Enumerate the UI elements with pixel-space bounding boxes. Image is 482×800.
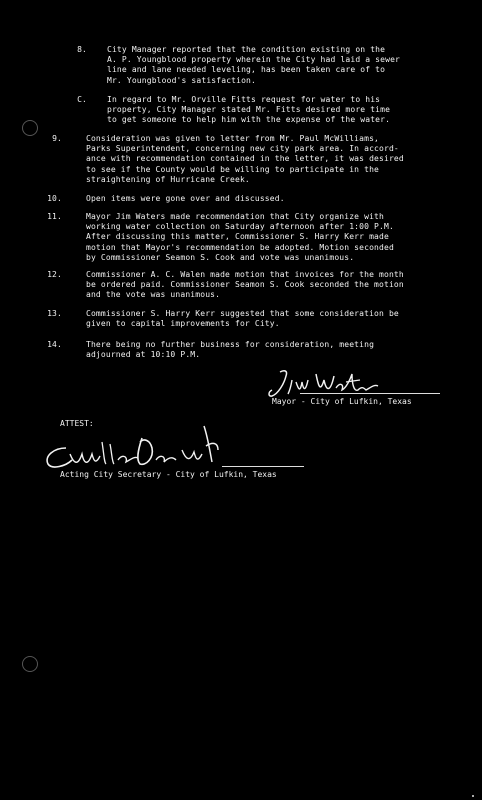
item-number: 8. <box>77 45 87 54</box>
scan-speck <box>472 795 474 797</box>
minutes-item <box>40 194 470 206</box>
punch-hole <box>22 656 38 672</box>
item-number: 10. <box>47 194 62 203</box>
minutes-item <box>40 340 470 364</box>
minutes-item <box>65 45 465 89</box>
secretary-signature-line <box>222 466 304 467</box>
item-text: Open items were gone over and discussed. <box>86 194 285 203</box>
item-number: 13. <box>47 309 62 318</box>
secretary-caption: Acting City Secretary - City of Lufkin, Texas <box>60 470 277 479</box>
minutes-item <box>65 95 465 129</box>
item-number: 14. <box>47 340 62 349</box>
item-text: Commissioner A. C. Walen made motion that invoices for the month be ordered paid. Commissioner Seamon S. Cook seconded the motion and the vote was unanimous. <box>86 270 404 300</box>
item-number: 11. <box>47 212 62 221</box>
item-number: 12. <box>47 270 62 279</box>
item-number: C. <box>77 95 87 104</box>
minutes-item <box>40 212 470 266</box>
item-text: In regard to Mr. Orville Fitts request for water to his property, City Manager stated Mr. Fitts desired more time to get someone to help him with the expense of the water. <box>107 95 391 125</box>
item-text: Consideration was given to letter from Mr. Paul McWilliams, Parks Superintendent, concerning new city park area. In accord- ance with recommendation contained in the letter, it was desired to see if the County would be willing to participate in the straightening of Hurricane Creek. <box>86 134 404 184</box>
item-text: City Manager reported that the condition existing on the A. P. Youngblood property wherein the City had laid a sewer line and lane needed leveling, has been taken care of to Mr. Youngblood's satisfaction. <box>107 45 401 85</box>
item-text: There being no further business for consideration, meeting adjourned at 10:10 P.M. <box>86 340 375 360</box>
punch-hole <box>22 120 38 136</box>
minutes-item <box>40 134 470 188</box>
mayor-signature-line <box>300 393 440 394</box>
item-text: Commissioner S. Harry Kerr suggested that some consideration be given to capital improvements for City. <box>86 309 399 329</box>
mayor-caption: Mayor - City of Lufkin, Texas <box>272 397 412 406</box>
minutes-item <box>40 270 470 304</box>
minutes-item <box>40 309 470 333</box>
item-number: 9. <box>52 134 62 143</box>
attest-label: ATTEST: <box>60 419 94 428</box>
secretary-signature <box>42 420 222 472</box>
item-text: Mayor Jim Waters made recommendation that City organize with working water collection on Saturday afternoon after 1:00 P.M. After discussing this matter, Commissioner S. Harry Kerr made motion that Mayor's recommendation be adopted. Motion seconded by Commissioner Seamon S. Cook and vote was unanimous. <box>86 212 394 262</box>
